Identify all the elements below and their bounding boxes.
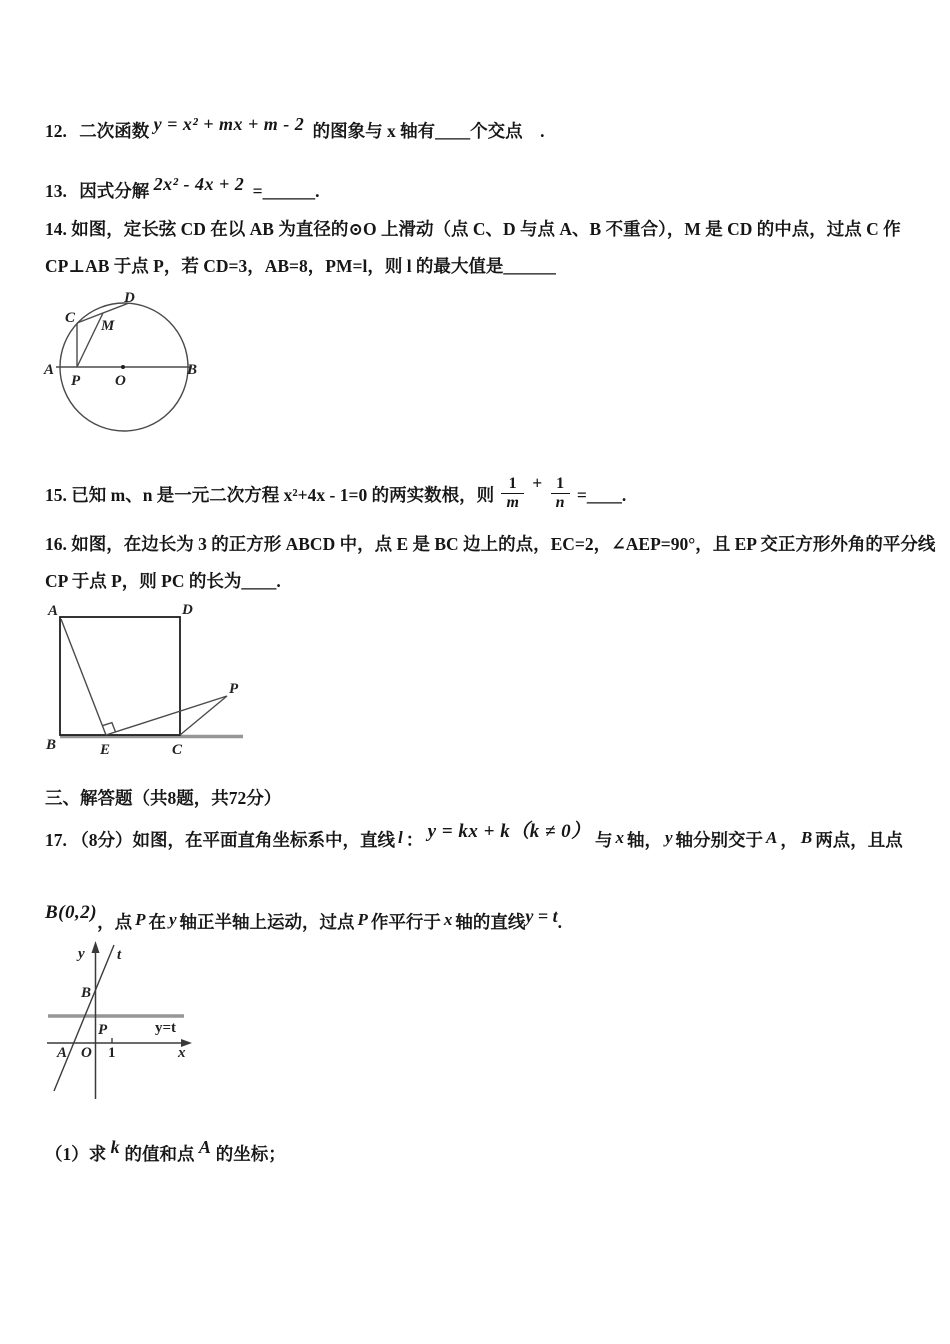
coords-label-y: y: [78, 946, 85, 962]
question-13-post: =______.: [252, 181, 320, 201]
question-15-pre: 15. 已知 m、n 是一元二次方程 x²+4x - 1=0 的两实数根，则: [45, 485, 495, 505]
circle-label-o: O: [115, 373, 126, 389]
coords-label-t: t: [117, 947, 122, 963]
question-12-post: 的图象与 x 轴有____个交点 .: [312, 121, 545, 141]
y-axis-arrow: [92, 941, 100, 953]
question-17-sub1-post: 的坐标；: [215, 1144, 286, 1164]
segment-ep: [106, 696, 227, 735]
coords-label-1: 1: [108, 1045, 116, 1061]
question-17-seg10: 作平行于: [370, 912, 441, 932]
question-15-post: =____.: [576, 485, 627, 505]
coords-label-o: O: [81, 1045, 92, 1061]
circle-figure: [40, 288, 210, 438]
coords-label-x: x: [178, 1045, 186, 1061]
question-17-line2: [45, 900, 563, 932]
fraction-numerator: 1: [556, 474, 565, 492]
point-b-symbol: B: [800, 828, 813, 847]
square-label-c: C: [172, 742, 183, 758]
question-17-seg1: 17. （8分）如图，在平面直角坐标系中，直线: [45, 830, 395, 850]
question-17-line1: [45, 819, 903, 850]
question-17-seg3: 轴，: [627, 830, 662, 850]
circle-label-c: C: [65, 310, 76, 326]
square-label-e: E: [100, 742, 111, 758]
question-17-sub1-pre: （1）求: [45, 1144, 107, 1164]
line-l: [54, 945, 114, 1091]
question-13-formula: 2x² - 4x + 2: [153, 174, 245, 194]
question-17-seg11: 轴的直线: [455, 912, 526, 932]
a-symbol: A: [198, 1137, 212, 1157]
question-14-line1: 14. 如图，定长弦 CD 在以 AB 为直径的⊙O 上滑动（点 C、D 与点 A、B 不重合），M 是 CD 的中点，过点 C 作: [45, 219, 901, 239]
x-axis-symbol: x: [615, 828, 624, 847]
point-p-symbol: P: [357, 910, 368, 929]
fraction-1-over-m: [501, 475, 523, 513]
k-symbol: k: [110, 1137, 121, 1157]
circle-label-p: P: [71, 373, 81, 389]
fraction-numerator: 1: [508, 474, 517, 492]
fraction-denominator: n: [551, 493, 570, 512]
question-17-colon: ：: [405, 830, 424, 850]
question-12-formula: y = x² + mx + m - 2: [153, 114, 305, 134]
segment-cp: [180, 696, 227, 735]
question-13: [45, 171, 320, 201]
question-17-seg5: ，: [780, 830, 798, 850]
y-axis-symbol: y: [665, 828, 673, 847]
question-13-pre: 因式分解: [79, 181, 150, 201]
question-17-seg2: 与: [595, 830, 613, 850]
x-axis-symbol: x: [443, 910, 453, 929]
question-17-formula: y = kx + k（k ≠ 0）: [427, 821, 591, 842]
question-17-seg7: ，点: [97, 912, 133, 932]
square-label-p: P: [229, 681, 239, 697]
circle-label-m: M: [101, 318, 115, 334]
center-dot: [121, 365, 125, 369]
circle-label-a: A: [44, 362, 55, 378]
coords-label-b: B: [81, 985, 92, 1001]
point-b-coordinates: B(0,2): [45, 902, 98, 923]
question-17-seg6: 两点，且点: [815, 830, 903, 850]
fraction-1-over-n: [551, 475, 570, 513]
line-yt-formula: y = t: [525, 906, 558, 926]
circle-label-d: D: [124, 290, 135, 306]
question-17-sub1: [45, 1134, 286, 1164]
line-l-symbol: l: [398, 828, 403, 847]
question-15: [45, 470, 627, 511]
question-17-seg9: 轴正半轴上运动，过点: [179, 912, 355, 932]
coords-label-a: A: [57, 1045, 68, 1061]
section-3-heading: 三、解答题（共8题，共72分）: [45, 788, 282, 808]
point-p-symbol: P: [135, 910, 146, 929]
question-17-seg12: .: [557, 912, 563, 932]
fraction-denominator: m: [501, 493, 523, 512]
circle-label-b: B: [187, 362, 198, 378]
y-axis-symbol: y: [168, 910, 177, 929]
square-label-d: D: [182, 602, 193, 618]
question-14-line2: CP⊥AB 于点 P，若 CD=3，AB=8，PM=l，则 l 的最大值是______: [45, 256, 556, 276]
question-17-seg4: 轴分别交于: [675, 830, 764, 850]
square-label-b: B: [46, 737, 57, 753]
question-16-line1: 16. 如图，在边长为 3 的正方形 ABCD 中，点 E 是 BC 边上的点，EC=2，∠AEP=90°，且 EP 交正方形外角的平分线: [45, 534, 936, 554]
coordinate-figure: [40, 935, 205, 1105]
coords-label-p: P: [98, 1022, 108, 1038]
coords-label-yt: y=t: [155, 1020, 177, 1036]
point-a-symbol: A: [766, 828, 778, 847]
question-16-line2: CP 于点 P，则 PC 的长为____.: [45, 571, 281, 591]
question-12: [45, 111, 545, 141]
question-17-seg8: 在: [148, 912, 166, 932]
question-12-number: 12.: [45, 121, 67, 141]
square-label-a: A: [48, 603, 59, 619]
question-13-number: 13.: [45, 181, 67, 201]
plus-operator: +: [532, 473, 543, 493]
question-17-sub1-mid: 的值和点: [124, 1144, 195, 1164]
square-figure: [40, 598, 255, 758]
question-12-pre: 二次函数: [79, 121, 150, 141]
segment-ae: [61, 619, 106, 735]
